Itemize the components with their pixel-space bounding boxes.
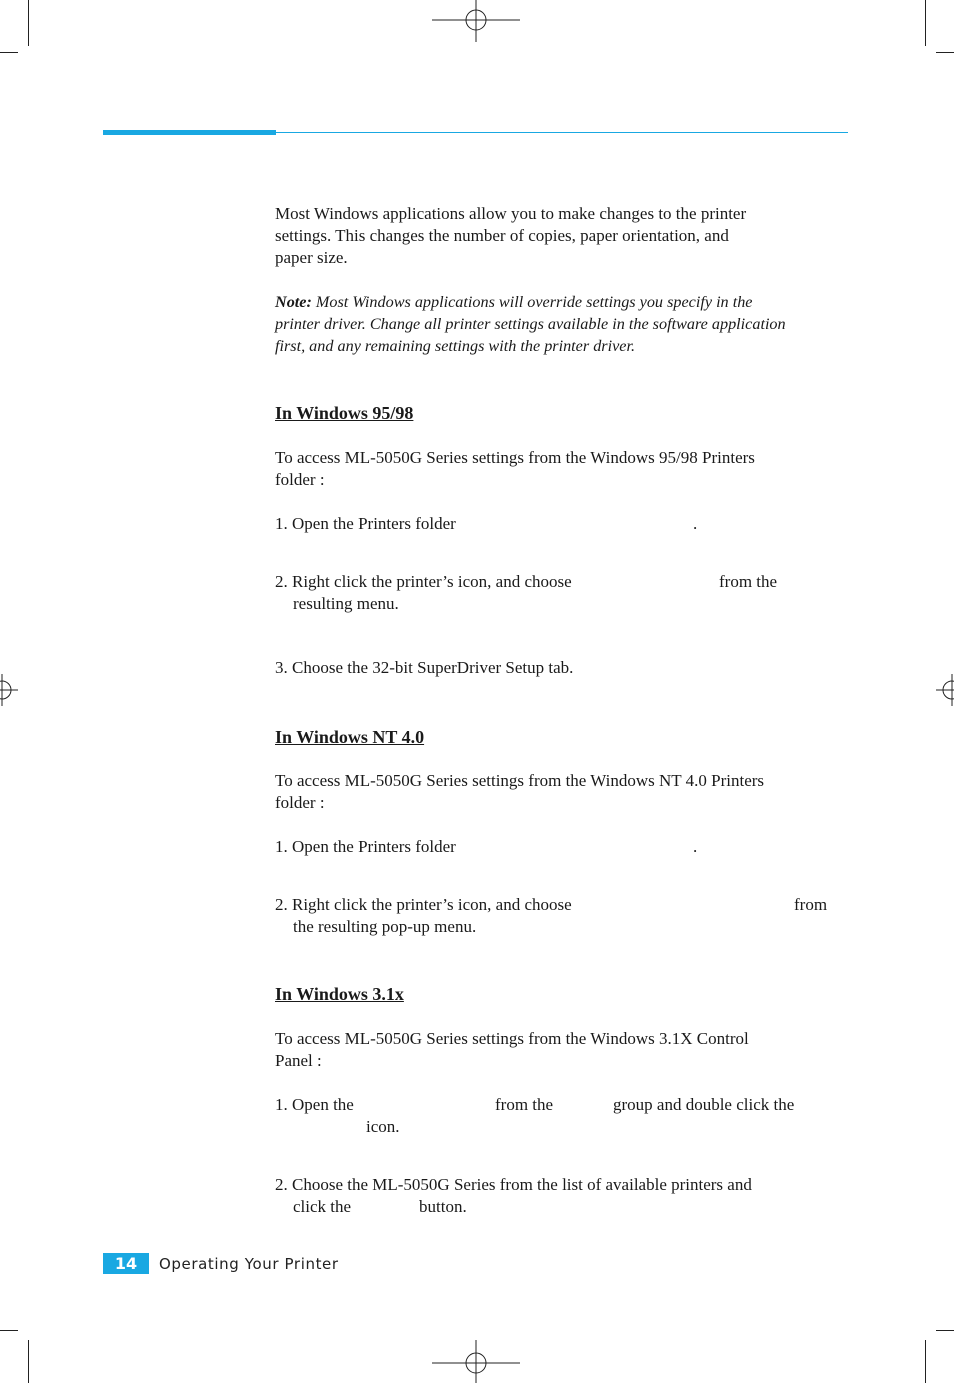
section-heading: In Windows 3.1x [275, 984, 404, 1004]
access-line: folder : [275, 470, 325, 489]
step-1-icon: icon. [366, 1117, 400, 1136]
step-2: 2. Right click the printer’s icon, and choose [275, 895, 572, 914]
access-line: folder : [275, 793, 325, 812]
step-2-continued: the resulting pop-up menu. [293, 917, 477, 936]
step-3: 3. Choose the 32-bit SuperDriver Setup tab. [275, 658, 574, 677]
step-2: 2. Choose the ML-5050G Series from the list of available printers and [275, 1175, 752, 1194]
section-heading: In Windows NT 4.0 [275, 727, 425, 747]
note-line: printer driver. Change all printer settings available in the software application [275, 315, 786, 333]
step-1: 1. Open the Printers folder [275, 514, 456, 533]
intro-line: Most Windows applications allow you to make changes to the printer [275, 204, 747, 223]
note-line [275, 291, 752, 313]
step-2-continued: resulting menu. [293, 594, 399, 613]
step-1-period: . [693, 837, 698, 856]
step-1-period: . [693, 514, 698, 533]
access-line: Panel : [275, 1051, 322, 1070]
access-line: To access ML-5050G Series settings from the Windows 3.1X Control [275, 1029, 749, 1048]
step-1: 1. Open the [275, 1095, 354, 1114]
section-heading: In Windows 95/98 [275, 403, 414, 423]
registration-mark-bottom [432, 1340, 522, 1383]
page-number: 14 [103, 1253, 149, 1274]
registration-mark-top [432, 0, 522, 44]
step-1-from: from the [495, 1095, 554, 1114]
step-2-from: from the [719, 572, 778, 591]
intro-line: paper size. [275, 248, 348, 267]
step-2-button: button. [419, 1197, 467, 1216]
footer-section-title: Operating Your Printer [159, 1255, 339, 1273]
note-label: Note: [275, 293, 312, 311]
step-1: 1. Open the Printers folder [275, 837, 456, 856]
access-line: To access ML-5050G Series settings from the Windows 95/98 Printers [275, 448, 755, 467]
note-line: first, and any remaining settings with the printer driver. [275, 337, 636, 355]
intro-line: settings. This changes the number of copies, paper orientation, and [275, 226, 729, 245]
header-rule-thick [103, 130, 276, 135]
header-rule-thin [276, 132, 848, 133]
registration-mark-right [934, 668, 954, 712]
step-2-click: click the [293, 1197, 352, 1216]
note-text: Most Windows applications will override settings you specify in the [311, 293, 753, 311]
step-1-group: group and double click the [613, 1095, 795, 1114]
access-line: To access ML-5050G Series settings from the Windows NT 4.0 Printers [275, 771, 765, 790]
step-2-from: from [794, 895, 828, 914]
registration-mark-left [0, 668, 20, 712]
step-2: 2. Right click the printer’s icon, and choose [275, 572, 572, 591]
